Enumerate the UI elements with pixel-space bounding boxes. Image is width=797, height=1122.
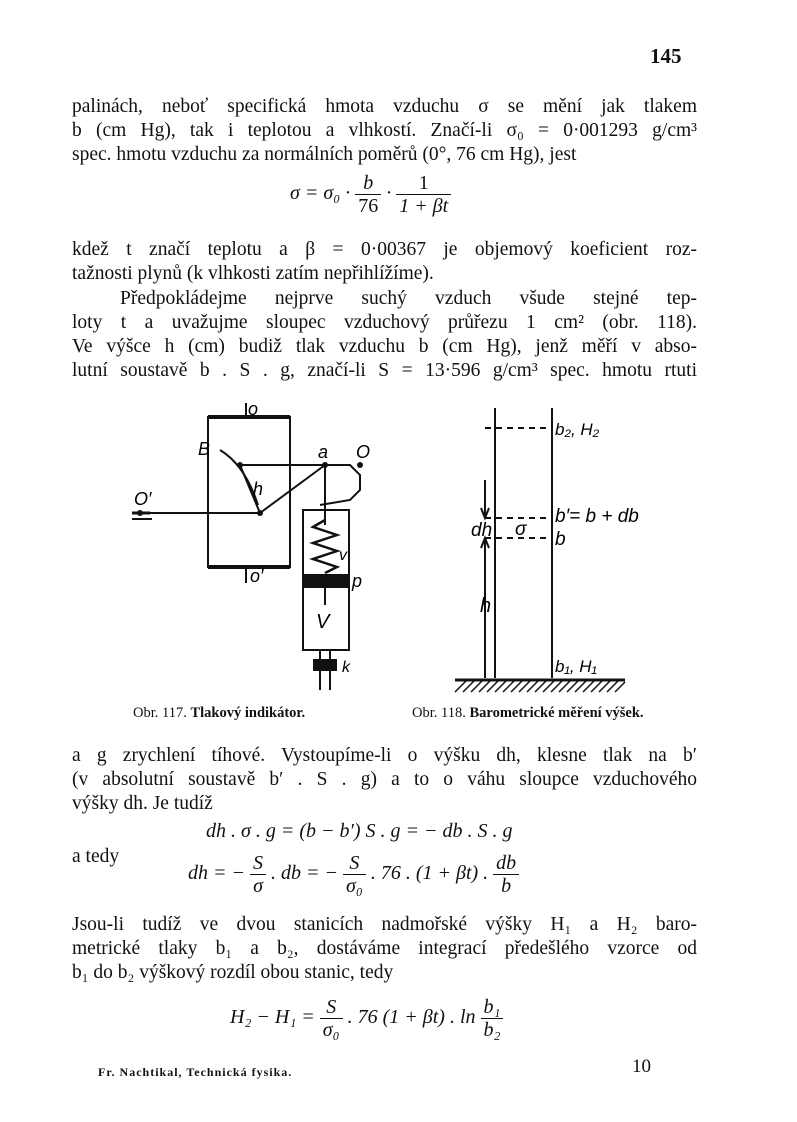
text-line: (v absolutní soustavě b′ . S . g) a to o váhu sloupce vzduchového — [72, 769, 697, 790]
figure-117-pressure-indicator — [120, 395, 380, 700]
label-b1-H1: b₁, H₁ — [555, 657, 597, 676]
paragraph-4 — [72, 744, 697, 816]
caption-text: Barometrické měření výšek. — [469, 705, 644, 721]
equation-step-1: dh . σ . g = (b − b′) S . g = − db . S . g — [206, 820, 513, 842]
label-B: B — [198, 439, 211, 459]
label-a: a — [318, 442, 329, 462]
caption-label: Obr. 118. — [412, 705, 466, 721]
text-line: metrické tlaky b₁ a b₂, dostáváme integrací předešlého vzorce od — [72, 938, 697, 959]
eq-num: b — [355, 172, 381, 195]
eq-dot: · — [386, 182, 392, 205]
text-line: b (cm Hg), tak i teplotou a vlhkostí. Značí-li σ₀ = 0·001293 g/cm³ — [72, 120, 697, 141]
page-number: 145 — [650, 44, 682, 68]
label-h: h — [480, 595, 492, 617]
text-line: b₁ do b₂ výškový rozdíl obou stanic, tedy — [72, 962, 394, 983]
eq-den: 1 + βt — [399, 195, 449, 217]
label-dh: dh — [471, 520, 493, 541]
label-o-top: o — [248, 399, 259, 419]
eq-frac-db-b — [493, 852, 519, 897]
eq-frac-S-sigma0 — [343, 852, 366, 897]
equation-step-2 — [188, 852, 519, 897]
eq-frac-b1-b2 — [481, 996, 504, 1041]
text-line: kdež t značí teplotu a β = 0·00367 je objemový koeficient roz- — [72, 239, 697, 260]
figure-118-barometric-height — [445, 400, 660, 695]
eq-mid: . 76 (1 + βt) . ln — [347, 1006, 476, 1029]
caption-figure-118 — [412, 705, 644, 722]
eq-frac-1-1bt — [396, 172, 451, 217]
label-O: O — [356, 442, 371, 462]
eq-num: 1 — [396, 172, 451, 195]
eq-num: db — [493, 852, 519, 875]
text-line: Předpokládejme nejprve suchý vzduch všude stejné tep- — [120, 288, 697, 309]
label-b: b — [555, 529, 566, 550]
paragraph-5 — [72, 913, 697, 985]
caption-label: Obr. 117. — [133, 705, 187, 721]
label-k: k — [342, 659, 350, 676]
label-b2-H2: b₂, H₂ — [555, 420, 600, 439]
eq-den: σ₀ — [322, 1019, 340, 1041]
text-a-tedy: a tedy — [72, 846, 120, 867]
eq-den: 76 — [358, 195, 379, 217]
text-line: Jsou-li tudíž ve dvou stanicích nadmořské výšky H₁ a H₂ baro- — [72, 914, 697, 935]
label-p: p — [352, 571, 363, 591]
eq-mid: . 76 . (1 + βt) . — [370, 862, 489, 885]
text-line: palinách, neboť specifická hmota vzduchu σ se mění jak tlakem — [72, 96, 697, 117]
text-line: loty t a uvažujme sloupec vzduchový průřezu 1 cm² (obr. 118). — [72, 312, 697, 333]
text-line: lutní soustavě b . S . g, značí-li S = 13·596 g/cm³ spec. hmotu rtuti — [72, 360, 697, 381]
equation-density — [290, 172, 451, 217]
eq-num: S — [320, 996, 343, 1019]
caption-text: Tlakový indikátor. — [190, 705, 306, 721]
eq-num: b₁ — [481, 996, 504, 1019]
eq-num: S — [250, 852, 266, 875]
label-db: b′= b + db — [555, 506, 639, 527]
text-line: tažnosti plynů (k vlhkosti zatím nepřihlížíme). — [72, 263, 434, 284]
indicator-drum — [208, 417, 290, 567]
equation-result — [230, 996, 503, 1041]
footer-sheet-number: 10 — [632, 1056, 651, 1077]
eq-mid: . db = − — [271, 862, 338, 885]
text-line: Ve výšce h (cm) budiž tlak vzduchu b (cm Hg), jenž měří v abso- — [72, 336, 697, 357]
eq-frac-S-sigma0 — [320, 996, 343, 1041]
label-h: h — [253, 479, 264, 499]
eq-frac-S-sigma — [250, 852, 266, 897]
label-V: V — [316, 611, 330, 633]
eq-den: b₂ — [483, 1019, 501, 1041]
eq-den: σ — [253, 875, 263, 897]
paragraph-3 — [72, 287, 697, 383]
eq-lhs: σ = σ₀ · — [290, 182, 351, 205]
eq-num: S — [343, 852, 366, 875]
paragraph-2 — [72, 238, 697, 286]
label-v: v — [339, 547, 347, 564]
eq-lhs: dh = − — [188, 862, 245, 885]
eq-lhs: H₂ − H₁ = — [230, 1006, 315, 1029]
label-o-bottom: o′ — [250, 566, 264, 586]
eq-frac-b-76 — [355, 172, 381, 217]
footer-book-title: Fr. Nachtikal, Technická fysika. — [98, 1065, 293, 1079]
label-O-prime: O′ — [134, 489, 152, 509]
label-sigma: σ — [515, 519, 527, 540]
caption-figure-117 — [133, 705, 305, 722]
text-line: výšky dh. Je tudíž — [72, 793, 213, 814]
paragraph-1 — [72, 95, 697, 167]
eq-den: b — [501, 875, 512, 897]
text-line: a g zrychlení tíhové. Vystoupíme-li o výšku dh, klesne tlak na b′ — [72, 745, 697, 766]
ground-hatching — [455, 680, 625, 692]
eq-den: σ₀ — [346, 875, 363, 897]
text-line: spec. hmotu vzduchu za normálních poměrů (0°, 76 cm Hg), jest — [72, 144, 577, 165]
